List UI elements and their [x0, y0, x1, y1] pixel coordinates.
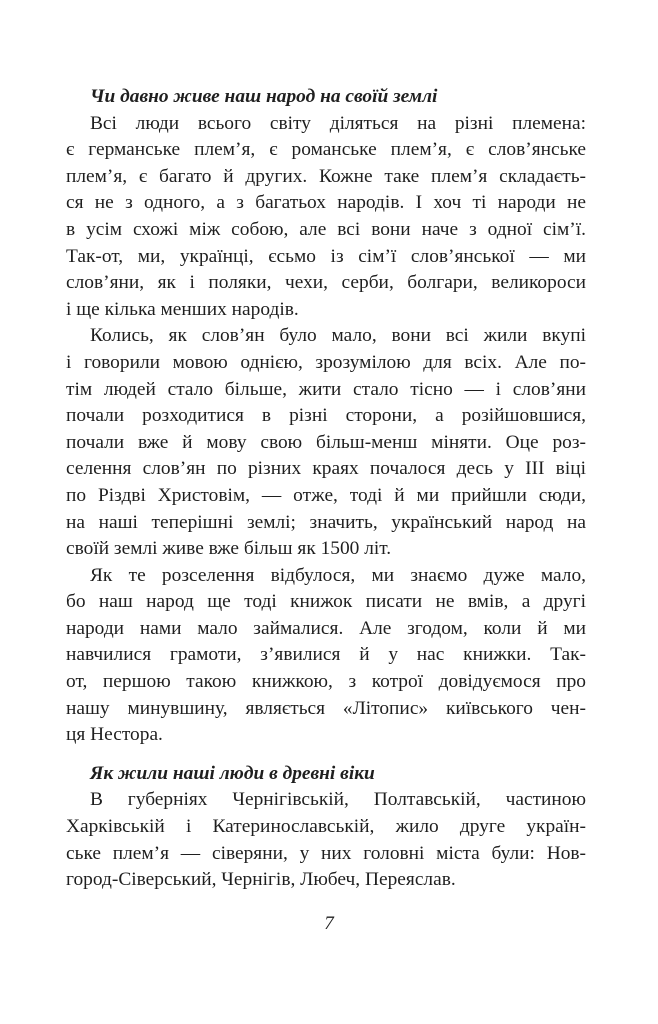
text-line: і ще кілька менших народів.	[66, 298, 299, 320]
text-line: ся не з одного, а з багатьох народів. І хоч ті народи не	[66, 192, 586, 214]
paragraph	[66, 111, 586, 324]
section-heading: Чи давно живе наш народ на своїй землі	[90, 86, 438, 107]
text-line: ське плем’я — сіверяни, у них головні міста були: Нов-	[66, 842, 586, 864]
section-heading: Як жили наші люди в древні віки	[90, 762, 375, 784]
text-line: і говорили мовою однією, зрозумілою для всіх. Але по-	[66, 351, 586, 373]
text-line: Харківській і Катеринославській, жило друге україн-	[66, 816, 586, 838]
text-line: Всі люди всього світу діляться на різні племена:	[90, 112, 586, 134]
text-line: своїй землі живе вже більш як 1500 літ.	[66, 538, 392, 560]
page-text-block	[66, 84, 586, 894]
text-line: нашу минувшину, являється «Літопис» київського чен-	[66, 697, 586, 719]
paragraph	[66, 787, 586, 893]
text-line: є германське плем’я, є романське плем’я, є слов’янське	[66, 139, 586, 161]
text-line: народи нами мало займалися. Але згодом, коли й ми	[66, 617, 586, 639]
text-line: Так-от, ми, українці, єсьмо із сім’ї слов’янської — ми	[66, 245, 586, 267]
text-line: навчилися грамоти, з’явилися й у нас книжки. Так-	[66, 644, 586, 666]
text-line: Колись, як слов’ян було мало, вони всі жили вкупі	[90, 325, 586, 347]
paragraph	[66, 563, 586, 749]
text-line: от, першою такою книжкою, з котрої довідуємося про	[66, 671, 586, 693]
paragraph	[66, 323, 586, 562]
text-line: город-Сіверський, Чернігів, Любеч, Переяслав.	[66, 869, 456, 891]
text-line: плем’я, є багато й других. Кожне таке плем’я складаєть-	[66, 165, 586, 187]
text-line: ця Нестора.	[66, 724, 163, 746]
text-line: в усім схожі між собою, але всі вони наче з одної сім’ї.	[66, 218, 586, 240]
text-line: бо наш народ ще тоді книжок писати не вмів, а другі	[66, 591, 586, 613]
text-line: Як те розселення відбулося, ми знаємо дуже мало,	[90, 564, 586, 586]
text-line: по Різдві Христовім, — отже, тоді й ми прийшли сюди,	[66, 484, 586, 506]
text-line: слов’яни, як і поляки, чехи, серби, болгари, великороси	[66, 272, 586, 294]
text-line: В губерніях Чернігівській, Полтавській, частиною	[90, 789, 586, 811]
text-line: почали розходитися в різні сторони, а розійшовшися,	[66, 405, 586, 427]
text-line: тім людей стало більше, жити стало тісно — і слов’яни	[66, 378, 586, 400]
page-number: 7	[324, 913, 334, 934]
text-line: селення слов’ян по різних краях почалося десь у ІІІ віці	[66, 458, 586, 480]
text-line: почали вже й мову свою більш-менш міняти. Оце роз-	[66, 431, 586, 453]
text-line: на наші теперішні землі; значить, український народ на	[66, 511, 586, 533]
